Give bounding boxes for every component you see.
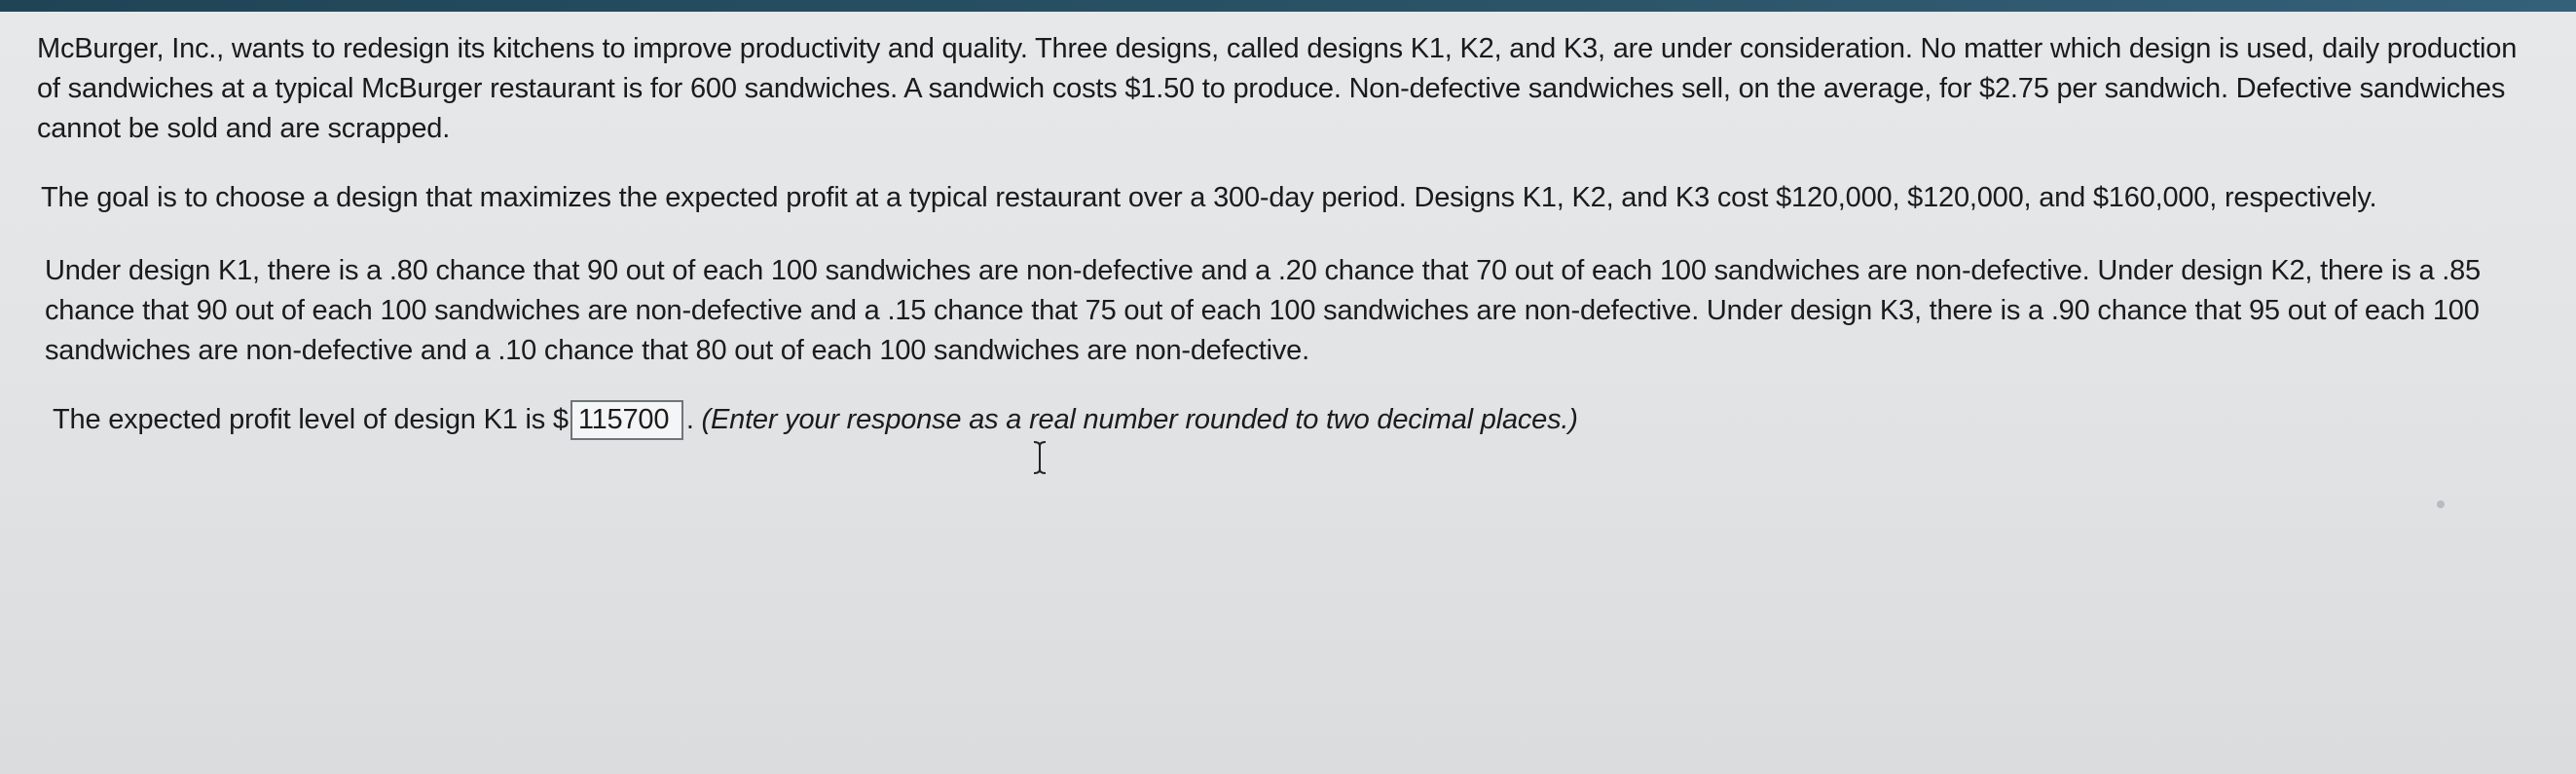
text-cursor-icon <box>1030 440 1049 475</box>
window-top-bar <box>0 0 2576 12</box>
problem-paragraph-2: The goal is to choose a design that maximizes the expected profit at a typical restaurant over a 300-day period. Designs K1, K2, and K3 cost $120,000, $120,000, and $160,000, respectively. <box>41 182 2377 213</box>
problem-paragraph-3: Under design K1, there is a .80 chance that 90 out of each 100 sandwiches are non-defective and a .20 chance that 70 out of each 100 sandwiches are non-defective. Under design K2, there is a .85 chance that 90 out of each 100 sandwiches are non-defective and a .15 chance that 75 out of each 100 sandwiches are non-defective. Under design K3, there is a .90 chance that 95 out of each 100 sandwiches are non-defective and a .10 chance that 80 out of each 100 sandwiches are non-defective. <box>45 255 2481 366</box>
answer-hint: (Enter your response as a real number rounded to two decimal places.) <box>701 404 1578 435</box>
question-content <box>37 29 2539 440</box>
question-suffix: . <box>685 404 694 435</box>
answer-input[interactable]: 115700 <box>570 400 683 440</box>
screen-dust <box>2437 500 2445 508</box>
problem-paragraph-1: McBurger, Inc., wants to redesign its kitchens to improve productivity and quality. Three designs, called designs K1, K2, and K3, are under consideration. No matter which design is used, daily production of sandwiches at a typical McBurger restaurant is for 600 sandwiches. A sandwich costs $1.50 to produce. Non-defective sandwiches sell, on the average, for $2.75 per sandwich. Defective sandwiches cannot be sold and are scrapped. <box>37 33 2518 144</box>
question-prefix: The expected profit level of design K1 is $ <box>53 404 569 435</box>
question-line <box>53 400 2539 440</box>
